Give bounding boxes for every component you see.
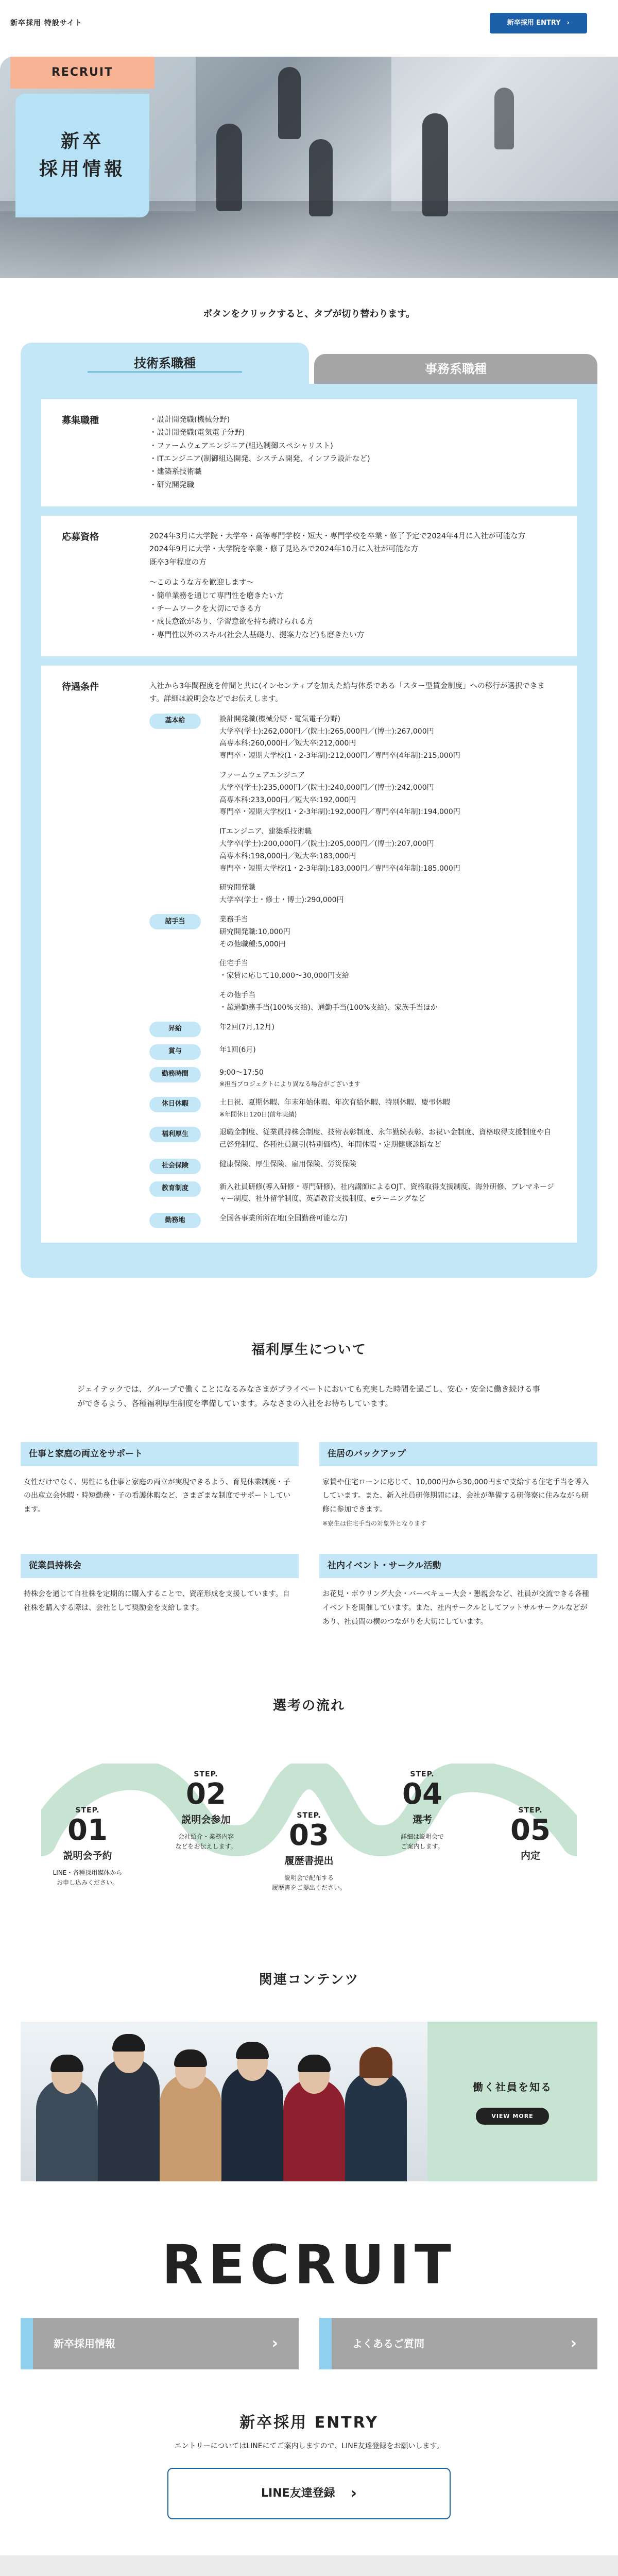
list-item: 設計開発職(機械分野・電気電子分野): [219, 715, 340, 723]
hero-title-line2: 採用情報: [39, 159, 126, 180]
welfare-card-text: 女性だけでなく、男性にも仕事と家庭の両立が実現できるよう、育児休業制度・子の出産立会休暇・時短勤務・子の看護休暇など、さまざまな制度でサポートしています。: [24, 1478, 290, 1514]
list-item: 業務手当: [219, 915, 248, 924]
entry-lead: エントリーについてはLINEにてご案内しますので、LINE友達登録をお願いします。: [174, 2442, 444, 2451]
step-title: 選考: [412, 1814, 432, 1826]
qualification-list: [149, 530, 556, 642]
pill-raise: 昇給: [149, 1022, 201, 1037]
entry-section: [0, 2411, 618, 2519]
list-item: その他手当: [219, 991, 255, 999]
pill-education: 教育制度: [149, 1181, 201, 1197]
tab-office[interactable]: 事務系職種: [314, 354, 597, 384]
hours-note: ※担当プロジェクトにより異なる場合がございます: [219, 1080, 360, 1088]
insurance-text: 健康保険、厚生保険、雇用保険、労災保険: [219, 1160, 356, 1168]
welfare-card-title: 従業員持株会: [21, 1554, 299, 1578]
raise-text: 年2回(7月,12月): [219, 1023, 275, 1031]
welfare-card-note: ※寮生は住宅手当の対象外となります: [322, 1519, 427, 1527]
list-item: 専門卒・短期大学校(1・2-3年制):183,000円／専門卒(4年制):185,000円: [219, 864, 460, 873]
step-desc: LINE・各種採用媒体から お申し込みください。: [53, 1869, 123, 1886]
sub-row-hours: [149, 1067, 556, 1090]
step-number: 03: [289, 1819, 329, 1853]
list-item: 大学卒(学士・修士・博士):290,000円: [219, 896, 344, 905]
welfare-card-text: [319, 1476, 597, 1530]
row-label: 募集職種: [62, 415, 99, 426]
step-tag: STEP.: [194, 1770, 218, 1778]
holidays-body: [219, 1097, 556, 1120]
welfare-lead: ジェイテックでは、グループで働くことになるみなさまがプライベートにおいても充実した時間を過ごし、安心・安全に働き続ける事ができるよう、各種福利厚生制度を準備しています。みなさまの入社をお待ちしています。: [77, 1384, 540, 1409]
list-item: 2024年3月に大学院・大学卒・高等専門学校・短大・専門学校を卒業・修了予定で2024年4月に入社が可能な方: [149, 532, 526, 541]
employees-banner[interactable]: [21, 2022, 597, 2181]
hero: [0, 57, 618, 278]
pill-hours: 勤務時間: [149, 1067, 201, 1082]
list-item: 専門卒・短期大学校(1・2-3年制):192,000円／専門卒(4年制):194,000円: [219, 808, 460, 817]
welfare-cards: [21, 1442, 597, 1629]
list-item: 高専本科:233,000円／短大卒:192,000円: [219, 795, 356, 804]
hero-title-line1: 新卒: [60, 131, 104, 152]
tab-notice: ボタンをクリックすると、タブが切り替わります。: [203, 309, 415, 319]
sub-row-benefits: [149, 1127, 556, 1151]
step-tag: STEP.: [410, 1770, 435, 1778]
education-text: 新入社員研修(導入研修・専門研修)、社内講師によるOJT、資格取得支援制度、海外研修、ブレマネージャー制度、社外留学制度、英語教育支援制度、eラーニングなど: [219, 1182, 554, 1204]
chevron-right-icon: ›: [570, 2334, 577, 2353]
site-header: [0, 0, 618, 46]
sub-row-insurance: [149, 1159, 556, 1174]
related-contents: [0, 1970, 618, 2182]
hours-body: [219, 1067, 556, 1090]
chevron-right-icon: ›: [271, 2334, 278, 2353]
site-title[interactable]: 新卒採用 特設サイト: [10, 19, 82, 27]
allowance-list: [219, 914, 556, 1014]
row-label: 応募資格: [62, 532, 99, 543]
welfare-card-title: 住居のバックアップ: [319, 1442, 597, 1466]
treatment-body: [149, 680, 556, 1228]
treatment-lead: 入社から3年間程度を仲間と共に(インセンティブを加えた給与体系である「スター型賃金制度」への移行が選択できます。詳細は説明会などでお伝えします。: [149, 682, 545, 704]
pill-holidays: 休日休暇: [149, 1097, 201, 1112]
sub-row-education: [149, 1181, 556, 1206]
banner-side: [427, 2022, 597, 2181]
step-tag: STEP.: [518, 1806, 543, 1815]
tab-technical[interactable]: [21, 343, 309, 384]
holidays-text: 土日祝、夏期休暇、年末年始休暇、年次有給休暇、特別休暇、慶弔休暇: [219, 1098, 450, 1107]
step-number: 02: [186, 1777, 226, 1811]
welfare-card: [319, 1442, 597, 1531]
list-item: 大学卒(学士):200,000円／(院士):205,000円／(博士):207,000円: [219, 839, 434, 848]
list-item: 高専本科:198,000円／短大卒:183,000円: [219, 852, 356, 860]
pill-benefits: 福利厚生: [149, 1127, 201, 1142]
flow-step: [484, 1805, 577, 1864]
step-title: 履歴書提出: [284, 1855, 334, 1867]
welfare-title: 福利厚生について: [251, 1342, 367, 1358]
line-button-label: LINE友達登録: [261, 2487, 335, 2500]
employees-photo: [21, 2022, 427, 2181]
list-item: ・簡単業務を通じて専門性を磨きたい方: [149, 591, 284, 600]
view-more-button[interactable]: VIEW MORE: [476, 2108, 548, 2125]
bonus-text: 年1回(6月): [219, 1045, 256, 1054]
step-title: 説明会参加: [181, 1814, 231, 1826]
list-item: ITエンジニア、建築系技術職: [219, 827, 312, 836]
list-item: ・建築系技術職: [149, 468, 202, 477]
row-treatment: [41, 666, 577, 1243]
sub-row-allowance: [149, 914, 556, 1014]
selection-flow: [0, 1696, 618, 1923]
list-item: 研究開発職:10,000円: [219, 927, 290, 936]
list-item: ・超過勤務手当(100%支給)、通勤手当(100%支給)、家族手当ほか: [219, 1003, 438, 1012]
list-item: ～このような方を歓迎します～: [149, 579, 254, 587]
list-item: ・ファームウェアエンジニア(組込制御スペシャリスト): [149, 442, 333, 450]
welfare-card-body: 家賃や住宅ローンに応じて、10,000円から30,000円まで支給する住宅手当を導入しています。また、新入社員研修期間には、会社が準備する研修寮に住みながら研修に参加できます。: [322, 1478, 589, 1514]
step-desc: 会社紹介・業務内容 などをお伝えします。: [175, 1833, 237, 1850]
step-number: 04: [402, 1777, 442, 1811]
sub-row-place: [149, 1213, 556, 1228]
step-title: 説明会予約: [63, 1850, 112, 1862]
list-item: ・研究開発職: [149, 481, 194, 489]
pill-insurance: 社会保険: [149, 1159, 201, 1174]
chevron-right-icon: ›: [350, 2484, 357, 2502]
step-number: 05: [510, 1814, 551, 1848]
step-desc: 説明会で配布する 履歴書をご提出ください。: [271, 1874, 346, 1891]
salary-list: [219, 714, 556, 907]
holidays-note: ※年間休日120日(前年実績): [219, 1110, 297, 1118]
list-item: ・設計開発職(機械分野): [149, 415, 230, 424]
row-label: 待遇条件: [62, 682, 99, 693]
hero-recruit-label: RECRUIT: [10, 57, 154, 89]
step-title: 内定: [520, 1850, 540, 1862]
big-recruit-heading: RECRUIT: [162, 2233, 456, 2297]
recruit-panel: [21, 384, 597, 1278]
list-item: ・家賃に応じて10,000～30,000円支給: [219, 972, 349, 980]
flow-title: 選考の流れ: [272, 1698, 345, 1714]
flow-step: [376, 1769, 469, 1852]
list-item: その他職種:5,000円: [219, 940, 286, 948]
benefits-text: 退職金制度、従業員持株会制度、技術表彰制度、永年勤続表彰、お祝い金制度、資格取得支援制度や自己啓発制度、各種社員割引(特別価格)、年間休暇・定期健康診断など: [219, 1128, 551, 1149]
hero-title: [15, 94, 149, 217]
flow-step: [41, 1805, 134, 1888]
row-qualification: [41, 516, 577, 656]
link-card-faq[interactable]: [319, 2318, 597, 2369]
pill-salary: 基本給: [149, 714, 201, 729]
contents-title: 関連コンテンツ: [259, 1972, 359, 1988]
list-item: ・設計開発職(電気電子分野): [149, 429, 245, 437]
list-item: 高専本科:260,000円／短大卒:212,000円: [219, 739, 356, 748]
sub-row-holidays: [149, 1097, 556, 1120]
flow-diagram: [21, 1748, 597, 1923]
list-item: 既卒3年程度の方: [149, 558, 207, 567]
list-item: 2024年9月に大学・大学院を卒業・修了見込みで2024年10月に入社が可能な方: [149, 545, 418, 554]
list-item: 大学卒(学士):262,000円／(院士):265,000円／(博士):267,000円: [219, 727, 434, 736]
entry-button[interactable]: [490, 13, 587, 34]
list-item: 研究開発職: [219, 884, 255, 892]
chevron-right-icon: ›: [566, 19, 570, 27]
welfare-section: [0, 1340, 618, 1629]
link-card-recruit-info[interactable]: [21, 2318, 299, 2369]
flow-step: [160, 1769, 252, 1852]
place-text: 全国各事業所所在地(全国勤務可能な方): [219, 1214, 348, 1223]
list-item: ・チームワークを大切にできる方: [149, 604, 262, 613]
sub-row-bonus: [149, 1044, 556, 1060]
list-item: ・ITエンジニア(制御組込開発、システム開発、インフラ設計など): [149, 454, 370, 463]
step-desc: 詳細は説明会で ご案内します。: [400, 1833, 444, 1850]
welfare-card: [21, 1554, 299, 1629]
site-footer: [0, 2555, 618, 2576]
row-job: [41, 399, 577, 506]
hours-text: 9:00～17:50: [219, 1068, 264, 1077]
pill-place: 勤務地: [149, 1213, 201, 1228]
sub-row-raise: [149, 1022, 556, 1037]
list-item: ファームウェアエンジニア: [219, 771, 305, 779]
step-tag: STEP.: [75, 1806, 100, 1815]
job-list: [149, 414, 556, 492]
entry-title: 新卒採用 ENTRY: [239, 2414, 379, 2432]
welfare-card: [21, 1442, 299, 1531]
tab-technical-label: 技術系職種: [134, 355, 196, 370]
banner-title: 働く社員を知る: [473, 2080, 552, 2093]
entry-button-label: 新卒採用 ENTRY: [507, 19, 561, 27]
list-item: ・専門性以外のスキル(社会人基礎力、提案力など)も磨きたい方: [149, 631, 365, 639]
recruit-tabs: [21, 343, 597, 1278]
link-cards: [21, 2318, 597, 2369]
line-register-button[interactable]: [167, 2468, 451, 2519]
list-item: 大学卒(学士):235,000円／(院士):240,000円／(博士):242,000円: [219, 783, 434, 792]
pill-bonus: 賞与: [149, 1044, 201, 1060]
welfare-card: [319, 1554, 597, 1629]
pill-allowance: 諸手当: [149, 914, 201, 929]
flow-step: [263, 1810, 355, 1893]
sub-row-salary: [149, 714, 556, 907]
welfare-card-text: お花見・ボウリング大会・バーベキュー大会・懇親会など、社員が交流できる各種イベントを開催しています。また、社内サークルとしてフットサルサークルなどがあり、社員間の横のつながりを大切にしています。: [322, 1590, 589, 1626]
welfare-card-text: 持株会を通じて自社株を定期的に購入することで、資産形成を支援しています。自社株を購入する際は、会社として奨励金を支給します。: [24, 1590, 290, 1613]
list-item: ・成長意欲があり、学習意欲を持ち続けられる方: [149, 618, 314, 626]
step-number: 01: [67, 1814, 108, 1848]
link-card-label: 新卒採用情報: [54, 2337, 115, 2350]
welfare-card-title: 社内イベント・サークル活動: [319, 1554, 597, 1578]
welfare-card-title: 仕事と家庭の両立をサポート: [21, 1442, 299, 1466]
step-tag: STEP.: [297, 1811, 321, 1820]
list-item: 専門卒・短期大学校(1・2-3年制):212,000円／専門卒(4年制):215,000円: [219, 752, 460, 760]
list-item: 住宅手当: [219, 959, 248, 968]
link-card-label: よくあるご質問: [352, 2337, 424, 2350]
